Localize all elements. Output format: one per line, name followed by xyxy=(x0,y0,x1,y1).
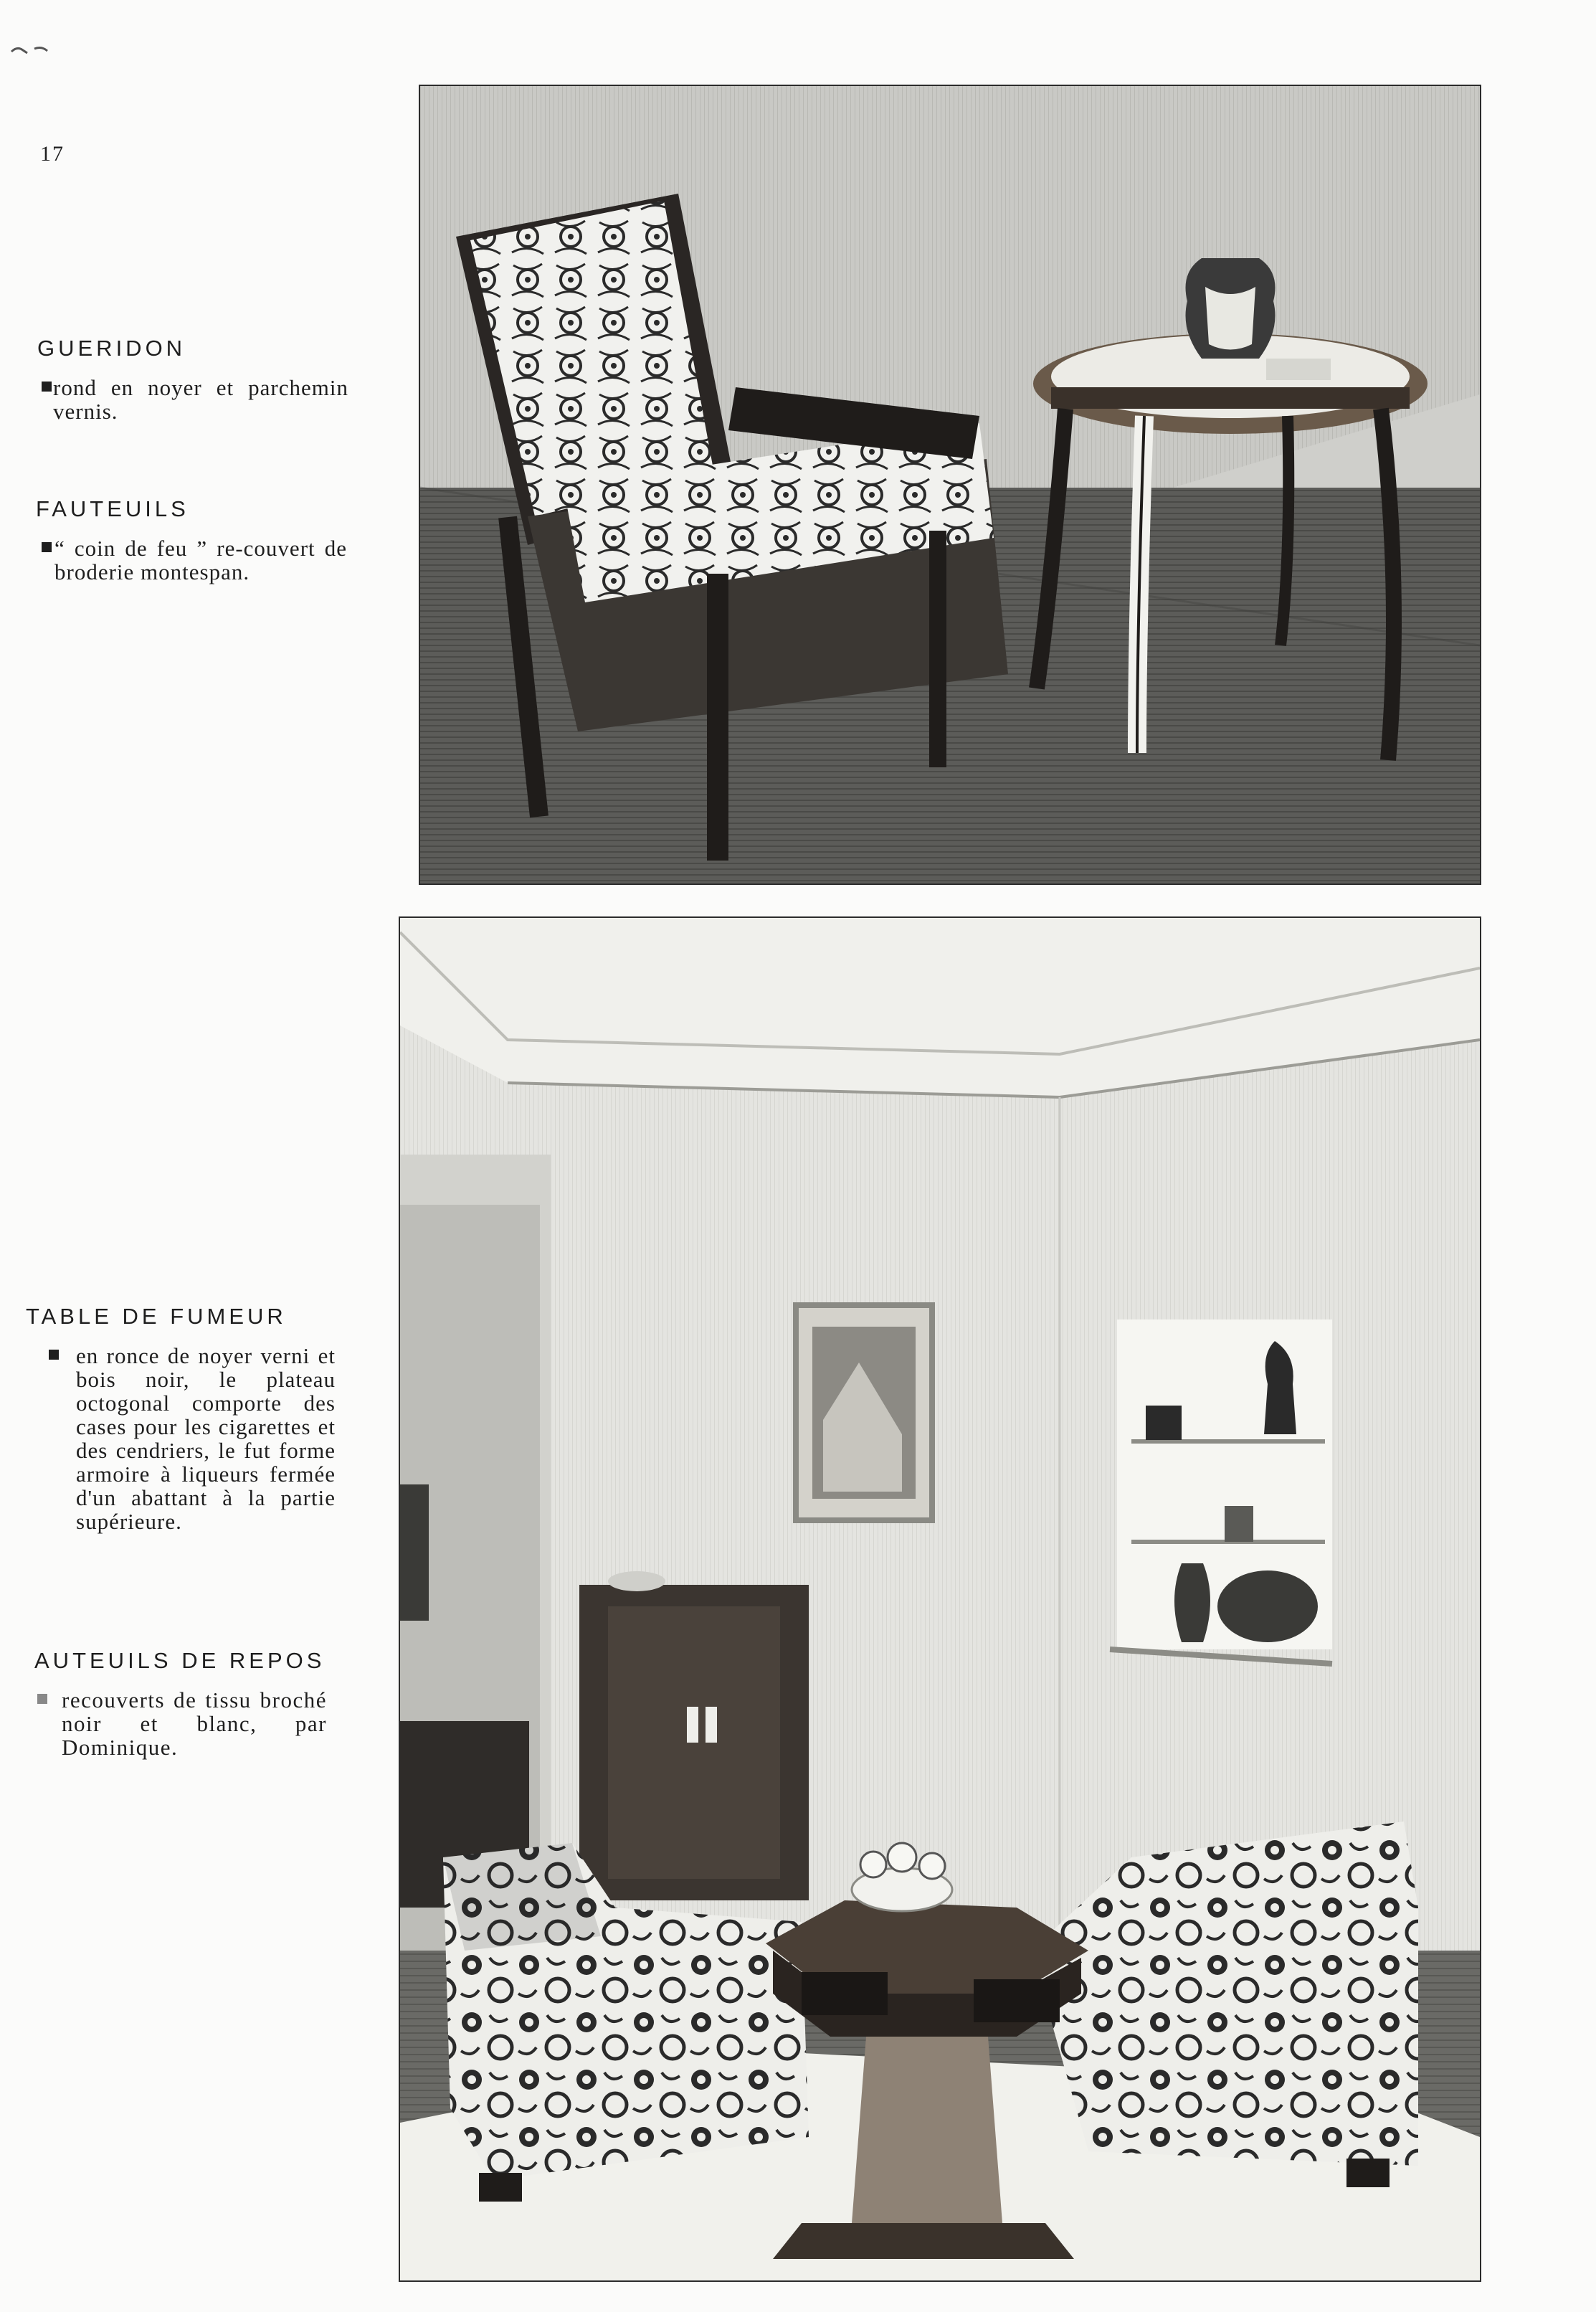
section-fauteuils xyxy=(36,496,351,584)
bullet-icon xyxy=(42,382,52,392)
section-description-text: “ coin de feu ” re-couvert de broderie montespan. xyxy=(54,536,347,584)
section-description xyxy=(0,1688,327,1759)
photo-smoking-table-room xyxy=(399,916,1481,2282)
section-heading: TABLE DE FUMEUR xyxy=(26,1304,287,1329)
page-number: 17 xyxy=(40,142,65,166)
section-description xyxy=(0,536,347,584)
section-description-text: en ronce de noyer verni et bois noir, le plateau octogonal comporte des cases pour les cigarettes et des cendriers, le fut forme armoire à liqueurs fermée d'un abattant à la partie supérieure. xyxy=(76,1343,336,1534)
bullet-icon xyxy=(49,1350,59,1360)
ink-smudge xyxy=(10,44,60,56)
bullet-icon xyxy=(37,1694,47,1704)
section-gueridon xyxy=(37,336,353,423)
section-description xyxy=(0,376,348,423)
photo-armchair-gueridon-image xyxy=(420,86,1480,883)
section-heading: GUERIDON xyxy=(37,336,186,361)
section-description-text: recouverts de tissu broché noir et blanc, par Dominique. xyxy=(62,1687,327,1760)
bullet-icon xyxy=(42,542,52,552)
section-fauteuils-repos xyxy=(34,1648,364,1759)
section-table-fumeur xyxy=(26,1304,356,1533)
section-heading: FAUTEUILS xyxy=(36,496,189,521)
section-description xyxy=(0,1344,336,1533)
photo-smoking-table-room-image xyxy=(400,918,1480,2280)
section-description-text: rond en noyer et parchemin vernis. xyxy=(53,375,348,424)
section-heading: AUTEUILS DE REPOS xyxy=(34,1648,326,1673)
photo-armchair-gueridon xyxy=(419,85,1481,885)
